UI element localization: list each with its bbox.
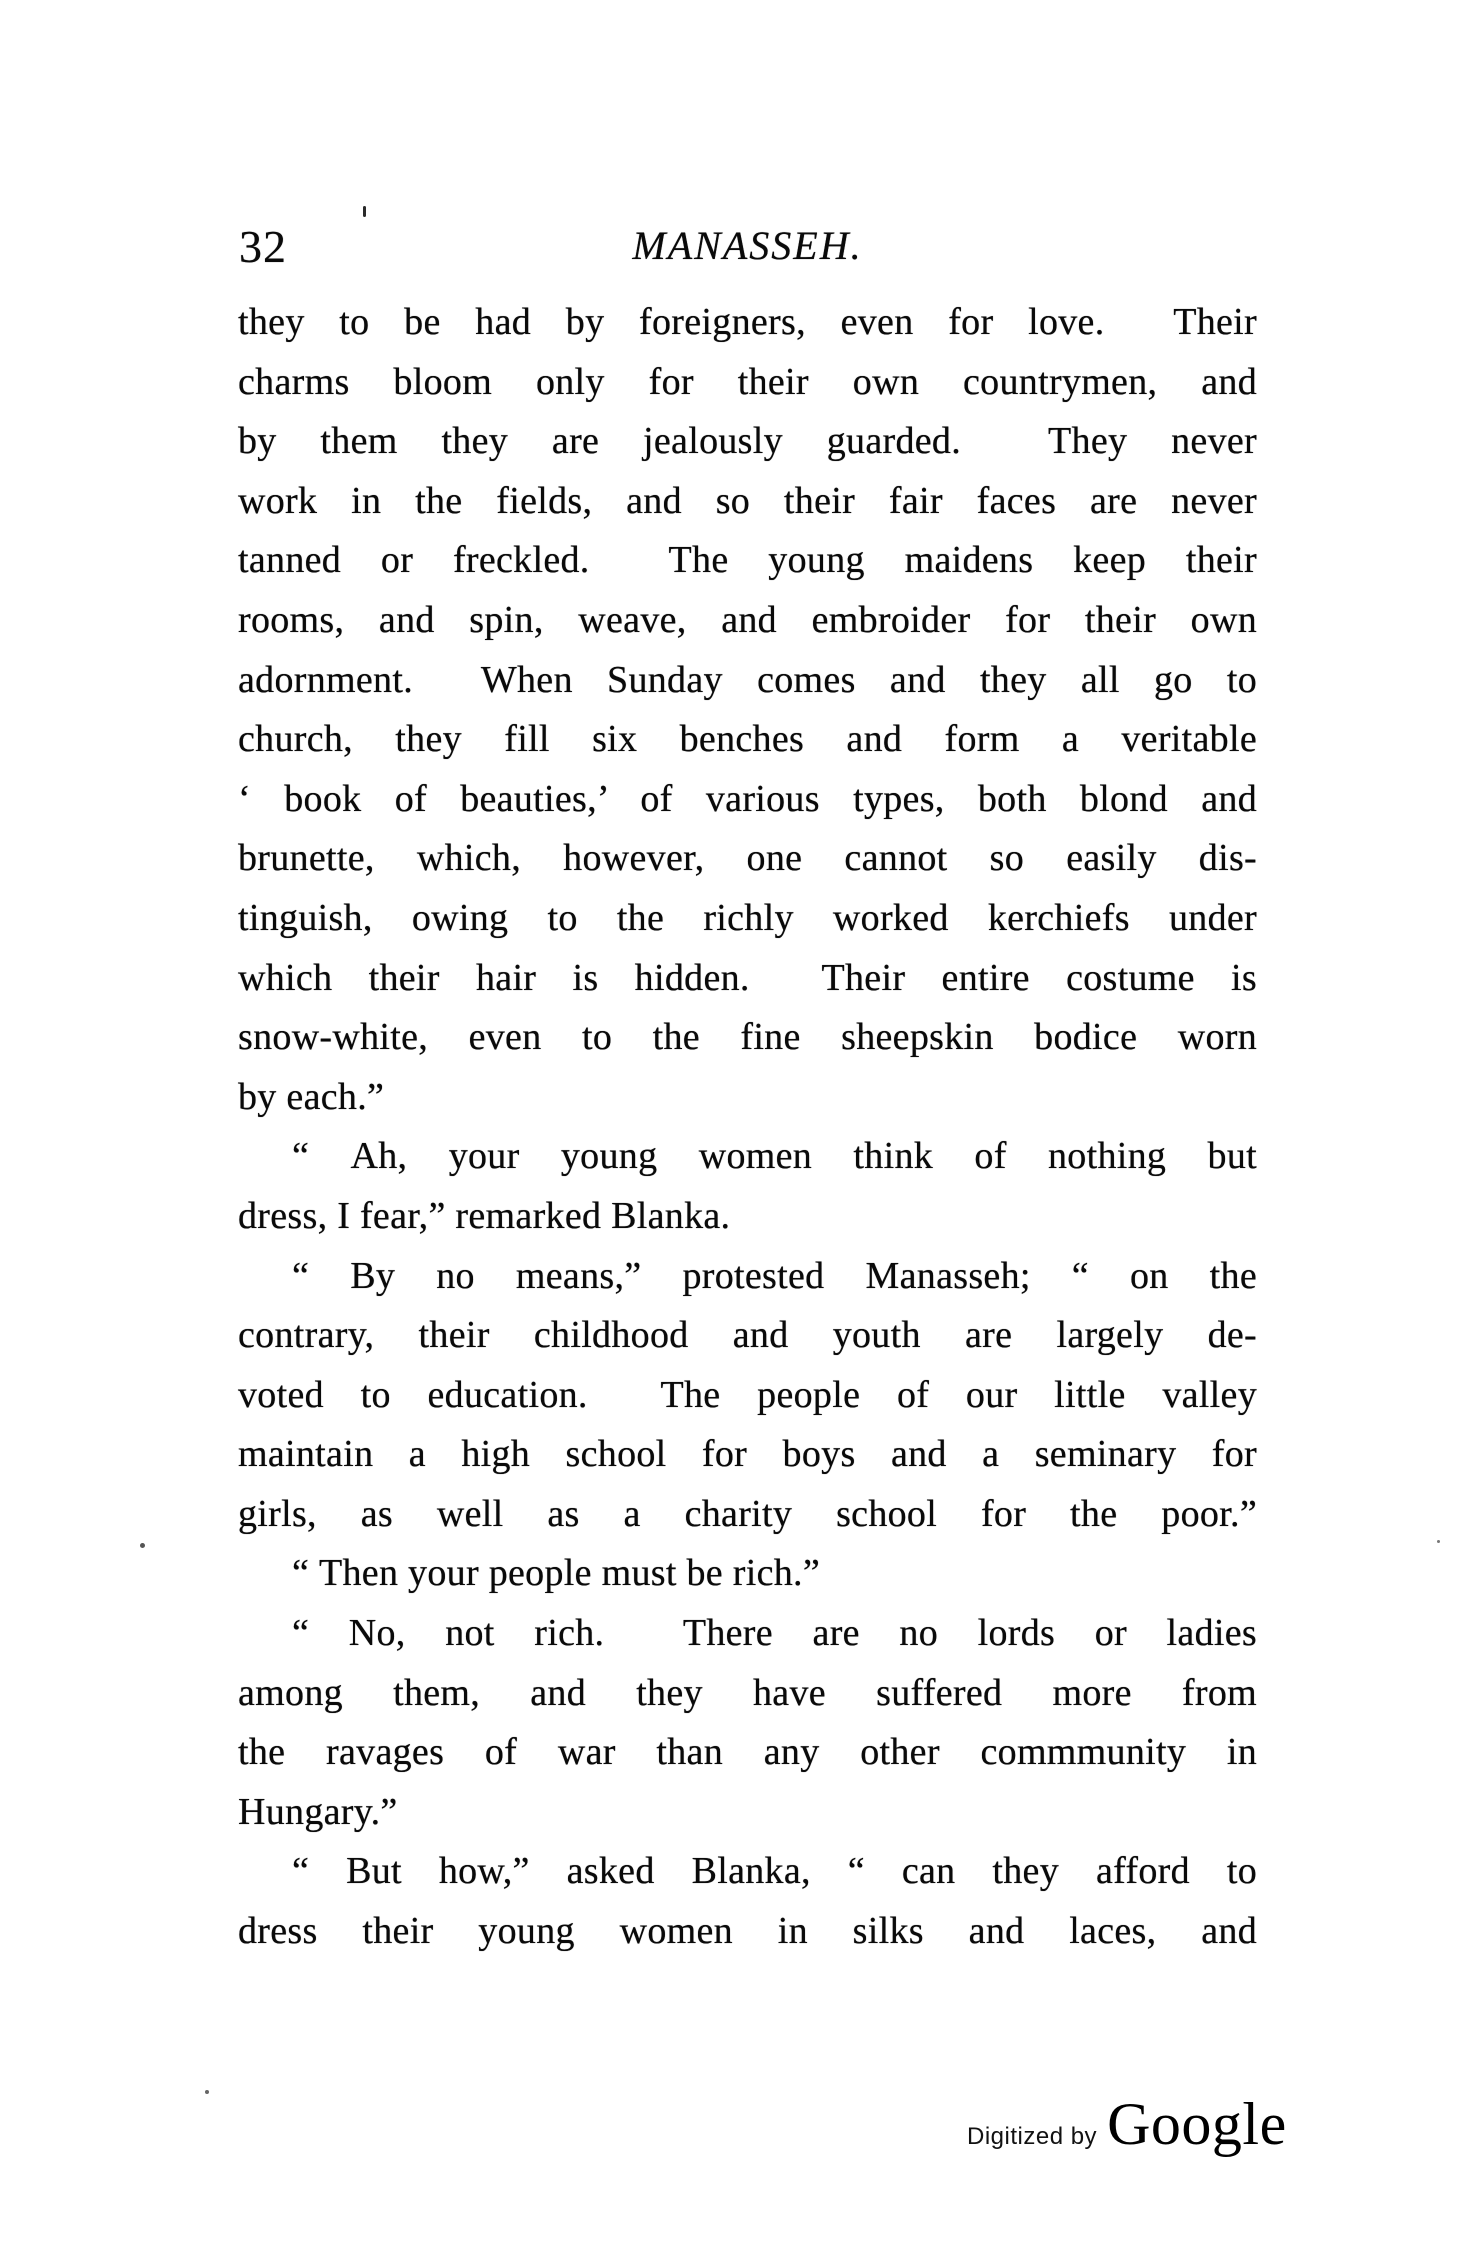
text-line: “ By no means,” protested Manasseh; “ on the (292, 1254, 1257, 1297)
text-line: “ Then your people must be rich.” (292, 1552, 821, 1595)
text-line: dress, I fear,” remarked Blanka. (238, 1194, 731, 1237)
text-line: maintain a high school for boys and a seminary for (238, 1433, 1257, 1476)
text-line: adornment. When Sunday comes and they all go to (238, 658, 1257, 701)
text-line: among them, and they have suffered more from (238, 1671, 1257, 1714)
text-line: by them they are jealously guarded. They never (238, 420, 1257, 463)
scan-speck (1437, 1540, 1440, 1543)
text-line: the ravages of war than any other commmunity in (238, 1731, 1257, 1774)
digitized-by-label: Digitized by (967, 2123, 1098, 2150)
text-line: “ Ah, your young women think of nothing but (292, 1135, 1257, 1178)
scan-speck (205, 2090, 209, 2094)
text-line: girls, as well as a charity school for the poor.” (238, 1492, 1257, 1535)
text-line: tinguish, owing to the richly worked kerchiefs under (238, 896, 1257, 939)
text-line: voted to education. The people of our little valley (238, 1373, 1257, 1416)
text-line: tanned or freckled. The young maidens keep their (238, 539, 1257, 582)
text-line: rooms, and spin, weave, and embroider for their own (238, 598, 1257, 641)
text-line: “ No, not rich. There are no lords or ladies (292, 1612, 1257, 1655)
page-number: 32 (239, 221, 287, 272)
page-body-text (238, 293, 1257, 1962)
scan-speck (140, 1543, 145, 1548)
text-line: they to be had by foreigners, even for love. Their (238, 301, 1257, 343)
text-line: Hungary.” (238, 1790, 398, 1833)
text-line: dress their young women in silks and laces, and (238, 1910, 1257, 1953)
text-line: by each.” (238, 1075, 385, 1118)
text-line: work in the fields, and so their fair faces are never (238, 479, 1257, 522)
text-line: brunette, which, however, one cannot so easily dis- (238, 837, 1257, 880)
text-line: contrary, their childhood and youth are largely de- (238, 1314, 1257, 1357)
text-line: ‘ book of beauties,’ of various types, both blond and (238, 777, 1257, 820)
text-line: church, they fill six benches and form a veritable (238, 718, 1257, 761)
text-line: snow-white, even to the fine sheepskin bodice worn (238, 1016, 1257, 1059)
scan-speck (363, 206, 366, 217)
text-line: charms bloom only for their own countrymen, and (238, 360, 1257, 403)
text-line: which their hair is hidden. Their entire costume is (238, 956, 1257, 999)
text-line: “ But how,” asked Blanka, “ can they afford to (292, 1850, 1257, 1893)
running-title: MANASSEH. (632, 223, 863, 268)
google-logo: Google (1107, 2091, 1287, 2157)
digitization-footer (967, 2091, 1287, 2157)
